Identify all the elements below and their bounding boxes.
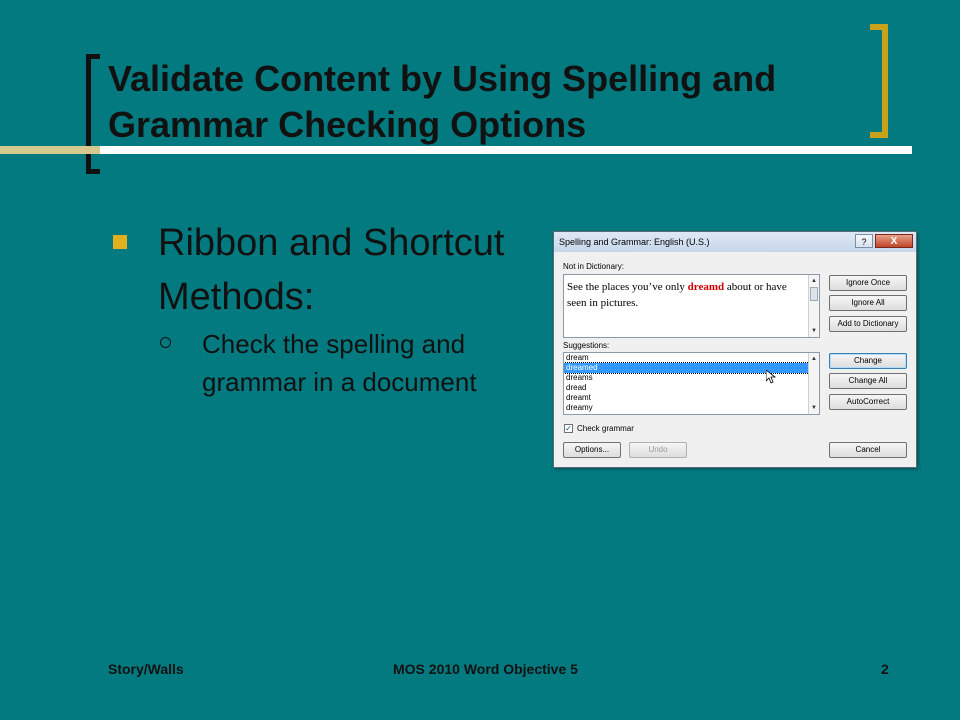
dialog-titlebar: [554, 232, 916, 252]
suggestion-item[interactable]: dreamy: [566, 403, 593, 412]
suggestion-item[interactable]: dreams: [566, 373, 593, 382]
suggestion-item-selected[interactable]: dreamed: [564, 363, 819, 373]
check-grammar-checkbox[interactable]: [564, 424, 573, 433]
page-number: 2: [881, 661, 889, 677]
suggestions-label: Suggestions:: [563, 341, 610, 350]
sentence-before: See the places you’ve only: [567, 281, 688, 293]
help-button[interactable]: ?: [855, 234, 873, 248]
scroll-up-icon[interactable]: ▲: [811, 278, 817, 284]
spelling-grammar-dialog: [553, 231, 917, 468]
bullet-level2-text: Check the spelling and grammar in a document: [202, 329, 477, 397]
square-bullet-icon: [113, 235, 127, 249]
scroll-down-icon[interactable]: ▼: [811, 328, 817, 334]
scroll-up-icon[interactable]: ▲: [811, 356, 817, 362]
sentence-after: about or have seen in pictures.: [567, 281, 787, 309]
mouse-cursor-icon: [766, 370, 776, 384]
add-to-dictionary-button[interactable]: Add to Dictionary: [829, 316, 907, 332]
sentence-textbox[interactable]: [563, 274, 820, 338]
suggestions-list[interactable]: [563, 352, 820, 415]
change-all-button[interactable]: Change All: [829, 373, 907, 389]
suggestion-item[interactable]: dreamt: [566, 393, 591, 402]
cancel-button[interactable]: Cancel: [829, 442, 907, 458]
check-grammar-label: Check grammar: [577, 424, 634, 433]
undo-button[interactable]: Undo: [629, 442, 687, 458]
checkmark-icon: ✓: [565, 424, 572, 433]
textbox-scrollbar[interactable]: [808, 275, 819, 337]
autocorrect-button[interactable]: AutoCorrect: [829, 394, 907, 410]
left-bracket-decoration: [86, 54, 100, 174]
scroll-down-icon[interactable]: ▼: [811, 405, 817, 411]
suggestion-item[interactable]: dread: [566, 383, 587, 392]
ignore-once-button[interactable]: Ignore Once: [829, 275, 907, 291]
right-bracket-decoration: [870, 24, 888, 138]
circle-bullet-icon: [160, 337, 171, 348]
footer-center: MOS 2010 Word Objective 5: [393, 661, 578, 677]
dialog-title: Spelling and Grammar: English (U.S.): [559, 237, 710, 247]
footer-left: Story/Walls: [108, 661, 184, 677]
close-button[interactable]: X: [875, 234, 913, 248]
ignore-all-button[interactable]: Ignore All: [829, 295, 907, 311]
suggestion-item[interactable]: dream: [566, 353, 589, 362]
sentence-text: [567, 279, 807, 311]
change-button[interactable]: Change: [829, 353, 907, 369]
options-button[interactable]: Options...: [563, 442, 621, 458]
misspelled-word: dreamd: [687, 281, 725, 293]
slide-title: Validate Content by Using Spelling and Grammar Checking Options: [108, 58, 777, 145]
list-scrollbar[interactable]: [808, 353, 819, 414]
scroll-thumb[interactable]: [810, 287, 818, 301]
bullet-level1-text: Ribbon and Shortcut Methods:: [158, 222, 505, 318]
not-in-dictionary-label: Not in Dictionary:: [563, 262, 624, 271]
